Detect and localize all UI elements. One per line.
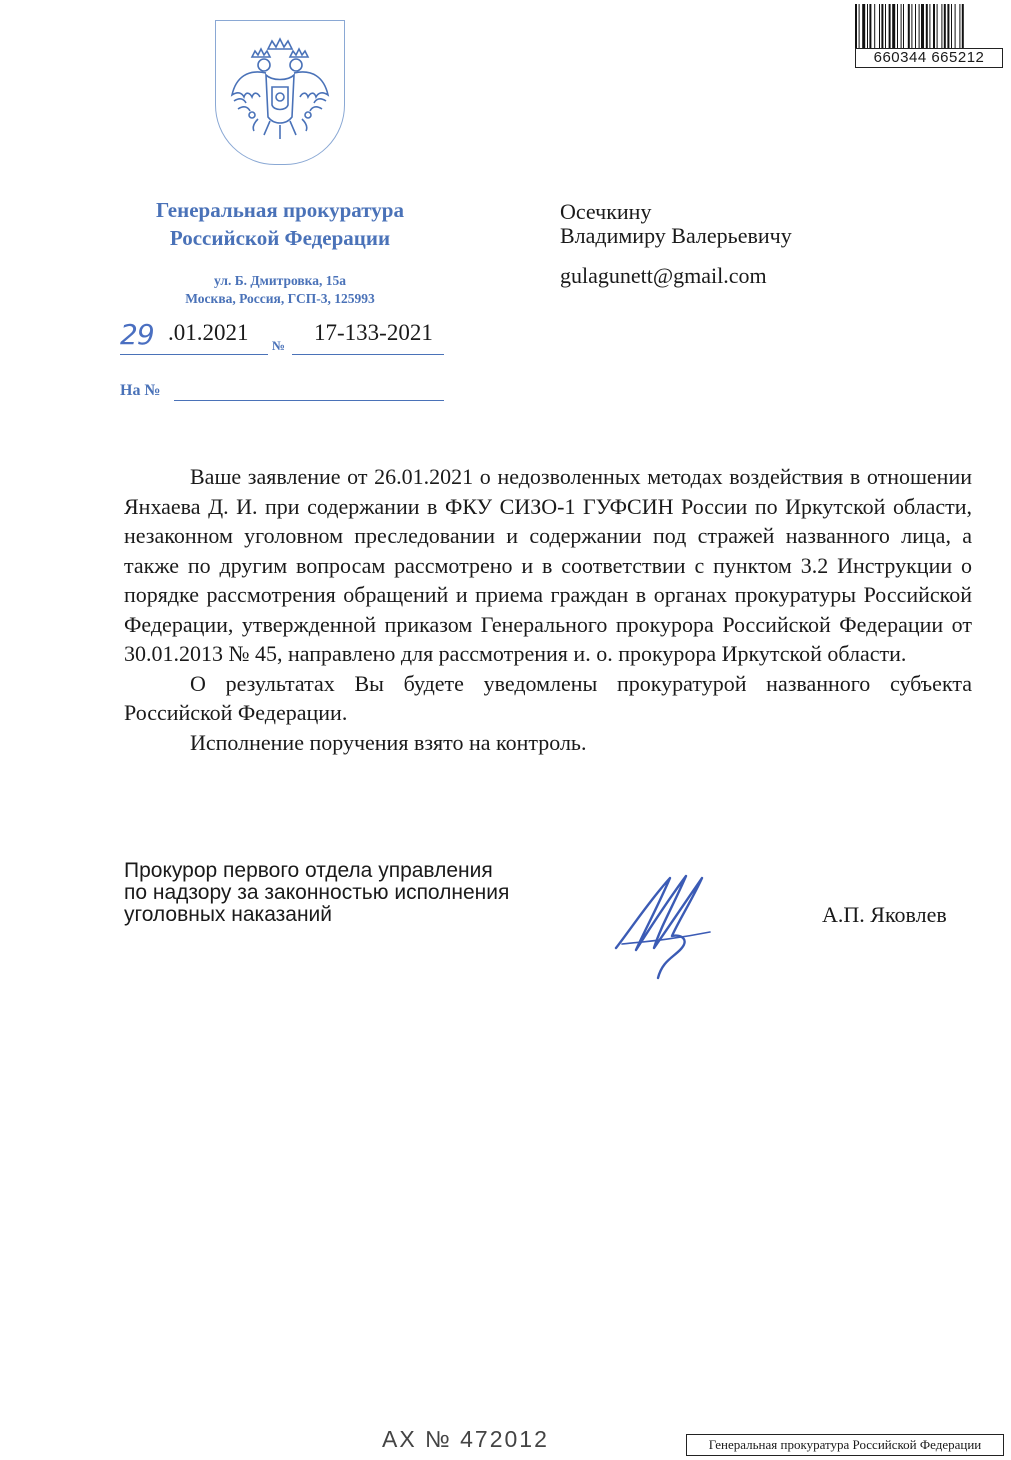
signer-name: А.П. Яковлев xyxy=(822,902,947,927)
body-paragraph-3: Исполнение поручения взято на контроль. xyxy=(190,729,587,755)
body-paragraph-1: Ваше заявление от 26.01.2021 о недозволенных методах воздействия в отношении Янхаева Д. И. при содержании в ФКУ СИЗО-1 ГУФСИН России по Иркутской области, незаконном уголовном преследовании и содержании под стражей названного лица, а также по другим вопросам рассмотрено и в соответствии с пунктом 3.2 Инструкции о порядке рассмотрения обращений и приема граждан в органах прокуратуры Российской Федерации, утвержденной приказом Генерального прокурора Российской Федерации от 30.01.2013 № 45, направлено для рассмотрения и. о. прокурора Иркутской области. xyxy=(124,464,972,666)
signer-position-line1: Прокурор первого отдела управления xyxy=(124,859,493,882)
recipient-block xyxy=(560,200,792,288)
number-sign: № xyxy=(272,338,286,353)
reference-underline xyxy=(174,400,444,401)
sender-org-line1: Генеральная прокуратура xyxy=(156,198,404,222)
footer-stamp: Генеральная прокуратура Российской Федерации xyxy=(686,1434,1004,1456)
form-serial-number: АХ № 472012 xyxy=(382,1426,549,1452)
date-handwritten: 29 xyxy=(120,318,154,351)
date-underline xyxy=(120,354,268,355)
recipient-line1: Осечкину xyxy=(560,199,652,224)
registration-line xyxy=(120,316,445,356)
barcode xyxy=(855,4,1003,48)
signer-position-line3: уголовных наказаний xyxy=(124,903,333,926)
number-underline xyxy=(292,354,444,355)
registration-number: 17-133-2021 xyxy=(314,320,433,345)
recipient-email: gulagunett@gmail.com xyxy=(560,263,767,288)
signer-position-line2: по надзору за законностью исполнения xyxy=(124,881,510,904)
signer-position xyxy=(124,860,509,926)
sender-org-line2: Российской Федерации xyxy=(169,226,391,250)
sender-address xyxy=(120,272,440,308)
sender-address-line2: Москва, Россия, ГСП-3, 125993 xyxy=(185,291,375,306)
recipient-line2: Владимиру Валерьевичу xyxy=(560,223,792,248)
russian-coat-of-arms-icon xyxy=(228,35,332,145)
sender-organization xyxy=(90,196,470,252)
handwritten-signature xyxy=(610,870,730,985)
date-printed: .01.2021 xyxy=(168,320,249,345)
body-paragraph-2: О результатах Вы будете уведомлены прокуратурой названного субъекта Российской Федерации. xyxy=(124,670,972,725)
barcode-number: 660344 665212 xyxy=(855,48,1003,68)
reference-line xyxy=(120,380,445,404)
letter-body xyxy=(124,462,972,757)
reference-label: На № xyxy=(120,382,161,399)
sender-address-line1: ул. Б. Дмитровка, 15а xyxy=(213,273,346,288)
